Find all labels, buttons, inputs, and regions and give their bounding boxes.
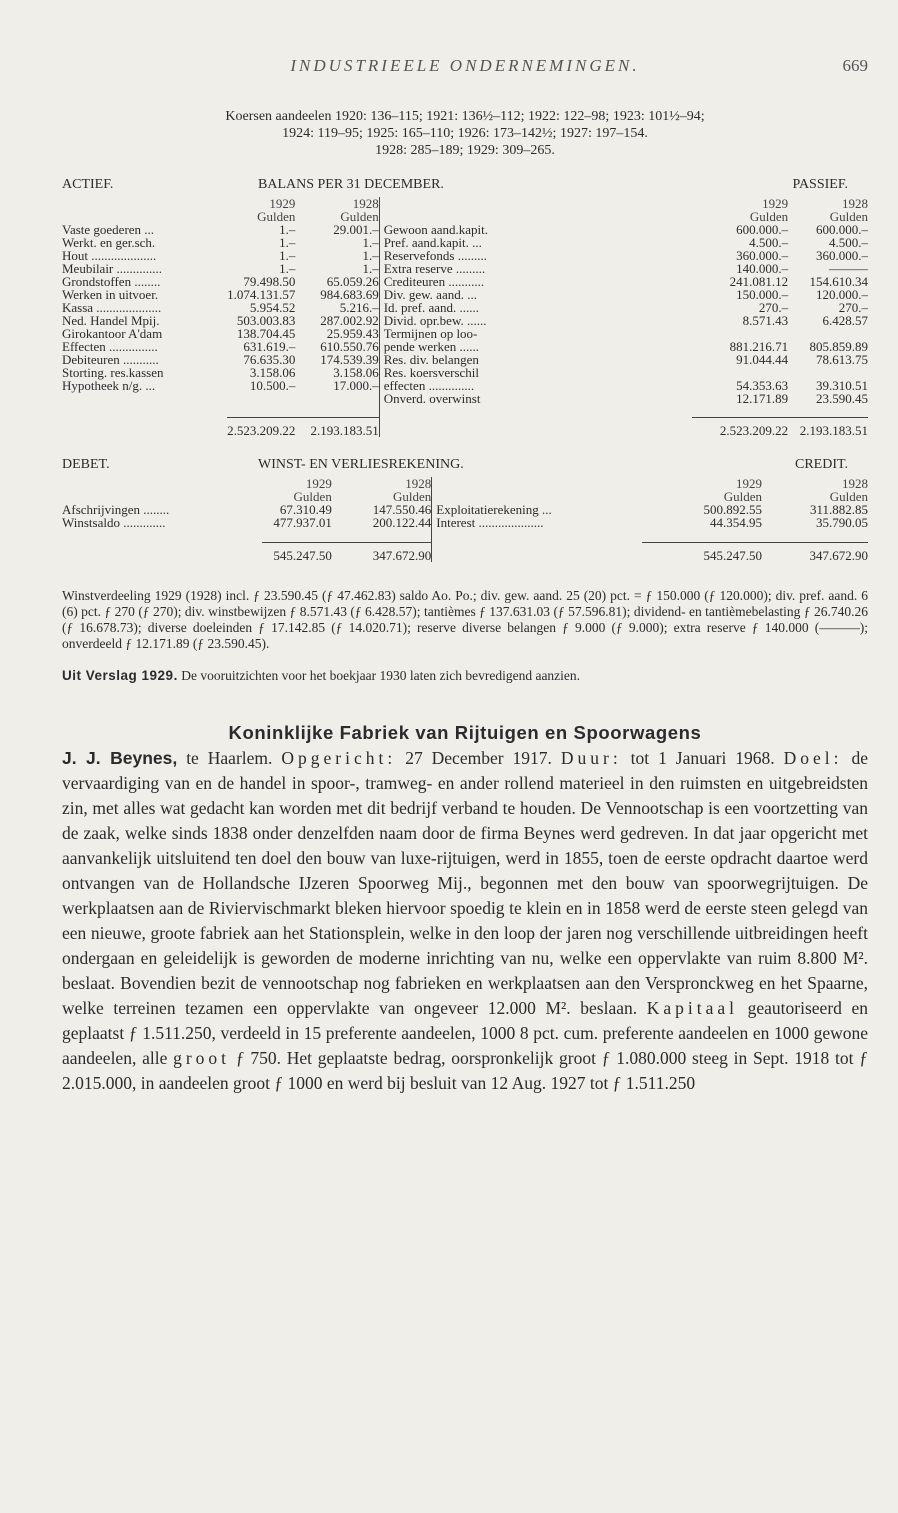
spacer xyxy=(379,417,692,437)
credit-label: Interest .................... xyxy=(436,514,544,530)
liability-label: Gewoon aand.kapit. xyxy=(379,223,692,236)
asset-1929: 1.– xyxy=(279,235,296,250)
col-year: 1928 xyxy=(352,196,379,211)
liability-1929: 360.000.– xyxy=(736,248,789,263)
liability-1929: 91.044.44 xyxy=(736,352,789,367)
asset-1929: 1.074.131.57 xyxy=(227,287,296,302)
spacer xyxy=(692,405,788,417)
spacer xyxy=(504,210,692,223)
liability-1928: 360.000.– xyxy=(816,248,868,263)
spacer xyxy=(436,477,642,490)
pl-right-title: CREDIT. xyxy=(794,456,848,472)
pl-totals-row xyxy=(62,543,868,563)
asset-label: Hypotheek n/g. ... xyxy=(62,378,156,393)
spacer xyxy=(295,405,379,417)
asset-1928: 1.– xyxy=(362,261,379,276)
page-number: 669 xyxy=(842,56,868,75)
pl-col-header-row xyxy=(62,490,868,503)
liability-1928: 154.610.34 xyxy=(809,274,868,289)
company-description xyxy=(62,746,868,1096)
debit-1929: 67.310.49 xyxy=(279,501,332,517)
debit-label: Winstsaldo ............. xyxy=(62,514,166,530)
duration: tot 1 Januari 1968. xyxy=(630,748,775,768)
liability-label: Reservefonds ......... xyxy=(379,249,692,262)
col-year: 1928 xyxy=(405,475,432,491)
liability-label: Res. koersverschil xyxy=(379,366,692,379)
asset-1929: 5.954.52 xyxy=(249,300,296,315)
spacer xyxy=(62,529,262,543)
liability-1929: 241.081.12 xyxy=(729,274,789,289)
asset-label: Storting. res.kassen xyxy=(62,365,164,380)
spacer xyxy=(504,197,692,210)
asset-label xyxy=(62,392,227,405)
col-year: Gulden xyxy=(340,209,379,224)
debit-1929: 477.937.01 xyxy=(273,514,332,530)
spacer xyxy=(227,405,295,417)
col-year: Gulden xyxy=(257,209,296,224)
liability-1929: 881.216.71 xyxy=(729,339,789,354)
asset-1929: 76.635.30 xyxy=(243,352,296,367)
liability-label: Crediteuren ........... xyxy=(379,275,692,288)
share-prices xyxy=(62,108,868,159)
liability-1928: 6.428.57 xyxy=(822,313,868,328)
spacer xyxy=(436,490,642,503)
asset-1929: 138.704.45 xyxy=(236,326,296,341)
capital-text-cont: ƒ 750. Het geplaatste bedrag, oorspronkelijk groot ƒ 1.080.000 steeg in Sept. 1918 tot ƒ 2.015.000, in aandeelen groot ƒ 1000 en werd bij besluit van 12 Aug. 1927 tot ƒ 1.511.250 xyxy=(62,1048,869,1093)
company-name: J. J. Beynes, xyxy=(62,748,178,768)
spacer xyxy=(262,529,332,543)
asset-1929: 3.158.06 xyxy=(249,365,296,380)
asset-1928: 65.059.26 xyxy=(326,274,379,289)
pl-spacer xyxy=(62,529,868,543)
liability-label: Div. gew. aand. ... xyxy=(379,288,692,301)
asset-1928: 174.539.39 xyxy=(320,352,379,367)
credit-1928: 35.790.05 xyxy=(816,514,868,530)
spacer xyxy=(62,490,262,503)
spacer xyxy=(332,529,432,543)
pl-heading xyxy=(62,457,868,477)
liability-1929: 140.000.– xyxy=(736,261,789,276)
spacer xyxy=(62,197,227,210)
pl-row xyxy=(62,516,868,529)
spacer xyxy=(788,405,868,417)
spacer xyxy=(62,477,262,490)
profit-distribution: Winstverdeeling 1929 (1928) incl. ƒ 23.590.45 (ƒ 47.462.83) saldo Ao. Po.; div. gew. aand. 25 (20) pct. = ƒ 150.000 (ƒ 120.000); div. pref. aand. 6 (6) pct. ƒ 270 (ƒ 270); div. winstbewijzen ƒ 8.571.43 (ƒ 6.428.57); tantièmes ƒ 137.631.03 (ƒ 57.596.81); dividend- en tantièmebelasting ƒ 26.740.26 (ƒ 16.678.73); diverse doeleinden ƒ 17.142.85 (ƒ 14.020.71); reserve diverse belangen ƒ 9.000 (ƒ 9.000); extra reserve ƒ 140.000 (———); onverdeeld ƒ 12.171.89 (ƒ 23.590.45). xyxy=(62,588,868,651)
liability-1928: ——— xyxy=(829,261,868,276)
spacer xyxy=(62,543,262,563)
balance-table xyxy=(62,197,868,437)
asset-1928: 1.– xyxy=(362,248,379,263)
spacer xyxy=(762,529,868,543)
debit-label: Afschrijvingen ........ xyxy=(62,501,170,517)
liability-1928: 120.000.– xyxy=(816,287,868,302)
pl-col-header-row xyxy=(62,477,868,490)
company-title: Koninklijke Fabriek van Rijtuigen en Spoorwagens xyxy=(228,722,702,743)
asset-label: Werkt. en ger.sch. xyxy=(62,235,156,250)
asset-1929: 79.498.50 xyxy=(243,274,296,289)
label-groot: groot xyxy=(173,1048,231,1068)
liability-label: effecten .............. xyxy=(379,379,692,392)
purpose-text: de vervaardiging van en de handel in spoor-, tramweg- en ander rollend materieel in den ruimsten en uitgebreidsten zin, met alles wat gedacht kan worden met dit bedrijf verband te houden. De Vennootschap is een voortzetting van de zaak, welke sinds 1838 onder denzelfden naam door de firma Beynes werd gedreven. In dat jaar opgericht met aanvankelijk uitsluitend ten doel den bouw van luxe-rijtuigen, werd in 1855, toen de eerste opdracht daartoe werd ontvangen van de Hollandsche IJzeren Spoorweg Mij., begonnen met den bouw van spoorwegrijtuigen. De werkplaatsen aan de Riviervischmarkt bleken hiervoor spoedig te klein en in 1858 werd de eerste steen gelegd van een nieuwe, groote fabriek aan het Stationsplein, welke in den loop der jaren nog verschillende uitbreidingen heeft ondergaan en geleidelijk is geworden de moderne inrichting van nu, welke een oppervlakte van ruim 8.800 M². beslaat. Bovendien bezit de vennootschap nog fabrieken en werkplaatsen aan den Verspronckweg en het Spaarne, welke terreinen tezamen een oppervlakte van ongeveer 12.000 M². beslaan. xyxy=(62,748,869,1018)
balance-col-header-row xyxy=(62,197,868,210)
asset-1928: 287.002.92 xyxy=(320,313,379,328)
col-year: Gulden xyxy=(293,488,332,504)
spacer xyxy=(642,529,762,543)
asset-label: Meubilair .............. xyxy=(62,261,163,276)
col-year: 1929 xyxy=(762,196,789,211)
liability-1929: 4.500.– xyxy=(749,235,789,250)
company-location: te Haarlem. xyxy=(186,748,273,768)
liability-1928: 23.590.45 xyxy=(816,391,868,406)
spacer xyxy=(62,417,227,437)
col-year: 1929 xyxy=(269,196,296,211)
asset-label: Werken in uitvoer. xyxy=(62,287,159,302)
col-year: 1929 xyxy=(305,475,332,491)
asset-label: Vaste goederen ... xyxy=(62,222,155,237)
spacer xyxy=(436,529,642,543)
asset-1928: 25.959.43 xyxy=(326,326,379,341)
asset-label: Kassa .................... xyxy=(62,300,162,315)
asset-1928: 1.– xyxy=(362,235,379,250)
balance-spacer xyxy=(62,405,868,417)
spacer xyxy=(436,543,642,563)
liability-1928: 270.– xyxy=(838,300,868,315)
liability-1929: 270.– xyxy=(758,300,789,315)
spacer xyxy=(62,405,227,417)
balance-left-title: ACTIEF. xyxy=(62,177,114,192)
liability-label: Res. div. belangen xyxy=(379,353,692,366)
asset-label: Effecten ............... xyxy=(62,339,158,354)
asset-1928: 610.550.76 xyxy=(320,339,379,354)
asset-1929: 1.– xyxy=(279,261,296,276)
share-prices-line: 1924: 119–95; 1925: 165–110; 1926: 173–142½; 1927: 197–154. xyxy=(282,126,648,141)
label-doel: Doel: xyxy=(783,748,843,768)
liability-label: pende werken ...... xyxy=(379,340,692,353)
report-lead: Uit Verslag 1929. xyxy=(62,668,178,683)
asset-label: Girokantoor A'dam xyxy=(62,326,163,341)
asset-label: Debiteuren ........... xyxy=(62,352,159,367)
debit-total-1929: 545.247.50 xyxy=(262,543,332,563)
liability-1929: 150.000.– xyxy=(736,287,789,302)
asset-label: Grondstoffen ........ xyxy=(62,274,161,289)
asset-1928: 17.000.– xyxy=(333,378,379,393)
asset-1928: 3.158.06 xyxy=(333,365,379,380)
share-prices-line: Koersen aandeelen 1920: 136–115; 1921: 136½–112; 1922: 122–98; 1923: 101½–94; xyxy=(225,109,705,124)
liability-label: Onverd. overwinst xyxy=(379,392,692,405)
asset-1929 xyxy=(227,392,295,405)
asset-label: Hout .................... xyxy=(62,248,157,263)
asset-label: Ned. Handel Mpij. xyxy=(62,313,160,328)
balance-totals-row xyxy=(62,417,868,437)
founding-date: 27 December 1917. xyxy=(405,748,552,768)
liability-1929: 8.571.43 xyxy=(742,313,789,328)
debit-total-1928: 347.672.90 xyxy=(332,543,432,563)
col-year: Gulden xyxy=(829,209,868,224)
asset-1928: 5.216.– xyxy=(339,300,379,315)
label-duur: Duur: xyxy=(560,748,622,768)
asset-1929: 1.– xyxy=(279,222,296,237)
asset-1928: 984.683.69 xyxy=(320,287,379,302)
pl-left-title: DEBET. xyxy=(62,456,110,472)
col-year: 1928 xyxy=(842,196,868,211)
credit-1929: 44.354.95 xyxy=(710,514,763,530)
debit-1928: 200.122.44 xyxy=(372,514,432,530)
capital-text: geautoriseerd en geplaatst ƒ 1.511.250, verdeeld in 15 preferente aandeelen, 1000 8 pct. cum. preferente aandeelen en 1000 gewone aandeelen, alle xyxy=(62,998,869,1068)
label-kapitaal: Kapitaal xyxy=(646,998,739,1018)
col-year: Gulden xyxy=(749,209,789,224)
asset-total-1929: 2.523.209.22 xyxy=(227,417,295,437)
pl-center-title: WINST- EN VERLIESREKENING. xyxy=(258,456,464,472)
balance-row xyxy=(62,392,868,405)
pl-row xyxy=(62,503,868,516)
liability-1928: 805.859.89 xyxy=(809,339,868,354)
spacer xyxy=(379,197,504,210)
col-year: 1929 xyxy=(736,475,763,491)
share-prices-line: 1928: 285–189; 1929: 309–265. xyxy=(375,143,555,158)
liability-total-1929: 2.523.209.22 xyxy=(692,417,788,437)
asset-1929: 1.– xyxy=(279,248,296,263)
asset-1929: 503.003.83 xyxy=(236,313,296,328)
col-year: Gulden xyxy=(392,488,432,504)
liability-total-1928: 2.193.183.51 xyxy=(788,417,868,437)
col-year: Gulden xyxy=(829,488,868,504)
liability-1929: 54.353.63 xyxy=(736,378,789,393)
balance-right-title: PASSIEF. xyxy=(792,177,848,192)
label-opgericht: Opgericht: xyxy=(281,748,397,768)
liability-1929: 12.171.89 xyxy=(736,391,789,406)
page xyxy=(62,56,868,1114)
liability-1928: 39.310.51 xyxy=(816,378,868,393)
liability-label: Termijnen op loo- xyxy=(379,327,692,340)
credit-label: Exploitatierekening ... xyxy=(436,501,552,517)
credit-total-1928: 347.672.90 xyxy=(762,543,868,563)
col-year: Gulden xyxy=(723,488,763,504)
liability-1929: 600.000.– xyxy=(736,222,789,237)
asset-1928: 29.001.– xyxy=(333,222,379,237)
asset-1929: 10.500.– xyxy=(249,378,296,393)
debit-1928: 147.550.46 xyxy=(372,501,432,517)
liability-1928: 600.000.– xyxy=(816,222,868,237)
spacer xyxy=(379,405,692,417)
liability-label: Id. pref. aand. ...... xyxy=(379,301,692,314)
credit-1928: 311.882.85 xyxy=(809,501,868,517)
balance-heading xyxy=(62,177,868,197)
liability-label: Pref. aand.kapit. ... xyxy=(379,236,692,249)
liability-label: Extra reserve ......... xyxy=(379,262,692,275)
pl-table xyxy=(62,477,868,563)
liability-1928: 78.613.75 xyxy=(816,352,868,367)
balance-center-title: BALANS PER 31 DECEMBER. xyxy=(258,177,444,192)
running-head xyxy=(62,56,868,86)
col-year: 1928 xyxy=(842,475,868,491)
asset-total-1928: 2.193.183.51 xyxy=(295,417,379,437)
credit-1929: 500.892.55 xyxy=(703,501,763,517)
liability-label: Divid. opr.bew. ...... xyxy=(379,314,692,327)
credit-total-1929: 545.247.50 xyxy=(642,543,762,563)
asset-1928 xyxy=(295,392,379,405)
report-text: De vooruitzichten voor het boekjaar 1930 laten zich bevredigend aanzien. xyxy=(181,668,581,683)
report-note xyxy=(62,668,868,684)
liability-1928: 4.500.– xyxy=(829,235,868,250)
asset-1929: 631.619.– xyxy=(243,339,296,354)
running-title: INDUSTRIEELE ONDERNEMINGEN. xyxy=(290,56,640,75)
